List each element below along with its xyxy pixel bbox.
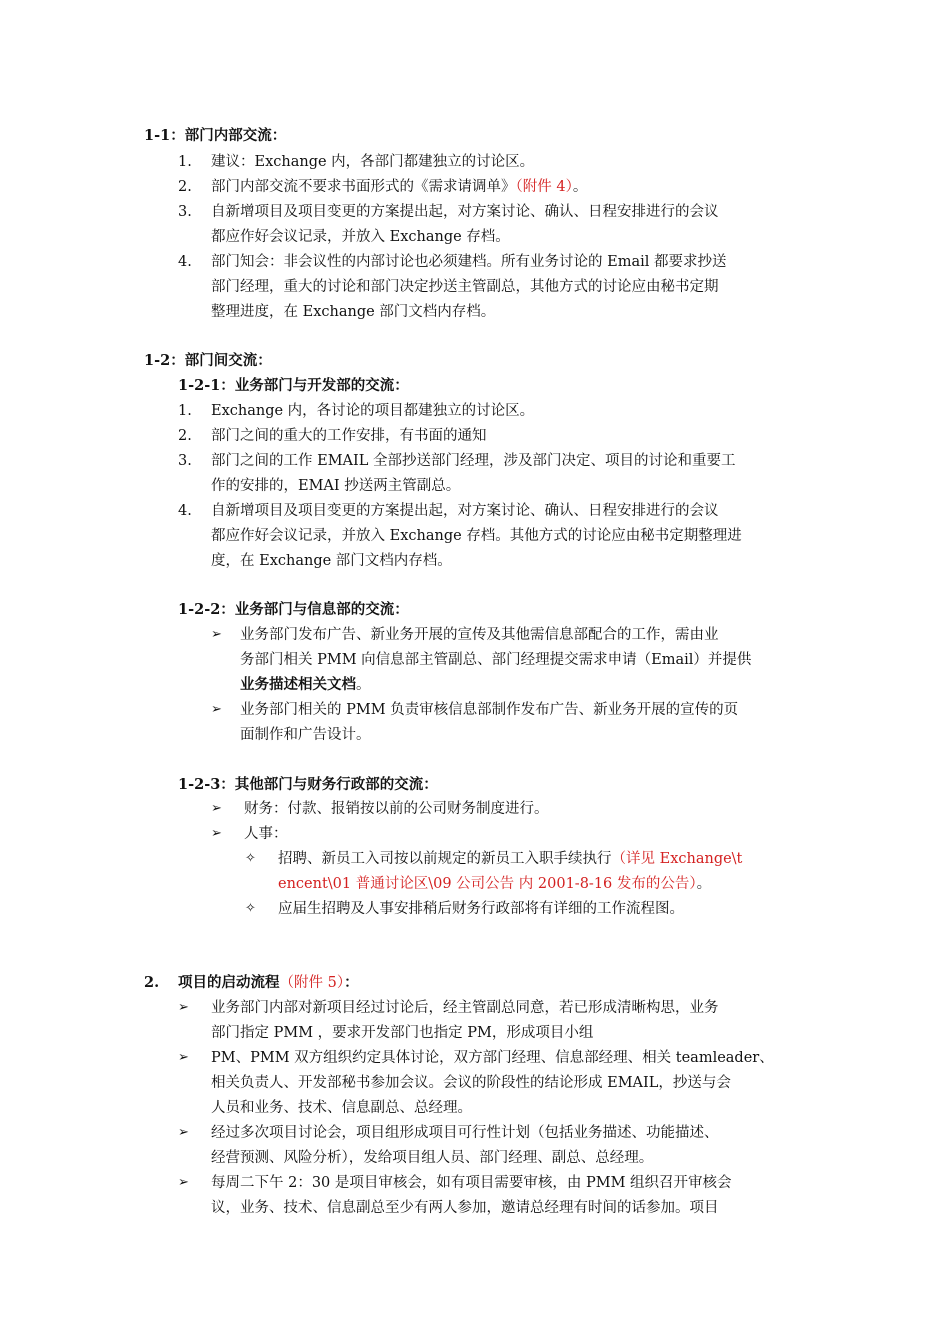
list-item-text: 部门之间的工作 EMAIL 全部抄送部门经理，涉及部门决定、项目的讨论和重要工	[211, 453, 736, 469]
diamond-bullet-icon: ✧	[245, 851, 256, 866]
exchange-path-reference: encent\01 普通讨论区\09 公司公告 内 2001-8-16 发布的公告）	[278, 876, 697, 892]
list-item-text: 都应作好会议记录，并放入 Exchange 存档。其他方式的讨论应由秘书定期整理进	[211, 528, 742, 544]
bullet-text: 经过多次项目讨论会，项目组形成项目可行性计划（包括业务描述、功能描述、	[211, 1125, 719, 1141]
subsection-heading-1-2-1: 1-2-1：业务部门与开发部的交流：	[178, 377, 409, 394]
bullet-text: 人事：	[244, 826, 288, 842]
arrow-bullet-icon: ➢	[211, 702, 222, 717]
bullet-text: PM、PMM 双方组织约定具体讨论，双方部门经理、信息部经理、相关 teamleader、	[211, 1050, 774, 1066]
bullet-text: 部门指定 PMM ，要求开发部门也指定 PM，形成项目小组	[211, 1025, 594, 1041]
list-item-text: 部门内部交流不要求书面形式的《需求请调单》（附件 4）。	[211, 179, 588, 195]
arrow-bullet-icon: ➢	[178, 1050, 189, 1065]
arrow-bullet-icon: ➢	[178, 1175, 189, 1190]
bullet-text: 业务部门发布广告、新业务开展的宣传及其他需信息部配合的工作，需由业	[240, 627, 719, 643]
exchange-path-reference: （详见 Exchange\t	[611, 851, 743, 867]
list-item-text: 自新增项目及项目变更的方案提出起，对方案讨论、确认、日程安排进行的会议	[211, 503, 719, 519]
bullet-text: 每周二下午 2：30 是项目审核会，如有项目需要审核，由 PMM 组织召开审核会	[211, 1175, 732, 1191]
bullet-text: 面制作和广告设计。	[240, 727, 371, 743]
bullet-text: 经营预测、风险分析），发给项目组人员、部门经理、副总、总经理。	[211, 1150, 654, 1166]
subsection-heading-1-2-3: 1-2-3：其他部门与财务行政部的交流：	[178, 776, 438, 793]
list-item-text: 自新增项目及项目变更的方案提出起，对方案讨论、确认、日程安排进行的会议	[211, 204, 719, 220]
list-number: 4.	[178, 503, 192, 519]
list-item-text: Exchange 内，各讨论的项目都建独立的讨论区。	[211, 403, 535, 419]
list-item-text: 建议：Exchange 内，各部门都建独立的讨论区。	[211, 154, 535, 170]
section-heading-1-2: 1-2：部门间交流：	[144, 352, 272, 369]
attachment-reference: （附件 4）	[515, 179, 573, 195]
section-number: 2.	[144, 974, 160, 991]
bullet-text: 人员和业务、技术、信息副总、总经理。	[211, 1100, 472, 1116]
list-item-text: 部门之间的重大的工作安排，有书面的通知	[211, 428, 487, 444]
sub-bullet-text: 招聘、新员工入司按以前规定的新员工入职手续执行（详见 Exchange\t	[278, 851, 743, 867]
list-number: 2.	[178, 179, 192, 195]
sub-bullet-text: 应届生招聘及人事安排稍后财务行政部将有详细的工作流程图。	[278, 901, 684, 917]
attachment-reference: （附件 5）	[279, 975, 345, 991]
bullet-text: 业务部门相关的 PMM 负责审核信息部制作发布广告、新业务开展的宣传的页	[240, 702, 739, 718]
diamond-bullet-icon: ✧	[245, 901, 256, 916]
list-number: 1.	[178, 403, 192, 419]
bullet-text: 相关负责人、开发部秘书参加会议。会议的阶段性的结论形成 EMAIL，抄送与会	[211, 1075, 731, 1091]
bullet-text: 业务描述相关文档。	[240, 676, 371, 693]
arrow-bullet-icon: ➢	[178, 1125, 189, 1140]
list-number: 2.	[178, 428, 192, 444]
sub-bullet-text: encent\01 普通讨论区\09 公司公告 内 2001-8-16 发布的公告）。	[278, 876, 712, 892]
bullet-text: 业务部门内部对新项目经过讨论后，经主管副总同意，若已形成清晰构思，业务	[211, 1000, 719, 1016]
arrow-bullet-icon: ➢	[178, 1000, 189, 1015]
list-item-text: 作的安排的，EMAI 抄送两主管副总。	[211, 478, 461, 494]
list-number: 4.	[178, 254, 192, 270]
list-item-text: 度，在 Exchange 部门文档内存档。	[211, 553, 452, 569]
section-heading-2: 项目的启动流程（附件 5）：	[178, 974, 359, 991]
list-item-text: 部门经理，重大的讨论和部门决定抄送主管副总，其他方式的讨论应由秘书定期	[211, 279, 719, 295]
emphasis-text: 业务描述相关文档	[240, 676, 356, 693]
arrow-bullet-icon: ➢	[211, 801, 222, 816]
list-item-text: 都应作好会议记录，并放入 Exchange 存档。	[211, 229, 510, 245]
list-number: 1.	[178, 154, 192, 170]
arrow-bullet-icon: ➢	[211, 826, 222, 841]
subsection-heading-1-2-2: 1-2-2：业务部门与信息部的交流：	[178, 601, 409, 618]
list-item-text: 整理进度，在 Exchange 部门文档内存档。	[211, 304, 496, 320]
section-heading-1-1: 1-1：部门内部交流：	[144, 127, 287, 144]
bullet-text: 务部门相关 PMM 向信息部主管副总、部门经理提交需求申请（Email）并提供	[240, 652, 752, 668]
list-number: 3.	[178, 453, 192, 469]
list-number: 3.	[178, 204, 192, 220]
bullet-text: 议，业务、技术、信息副总至少有两人参加，邀请总经理有时间的话参加。项目	[211, 1200, 719, 1216]
bullet-text: 财务：付款、报销按以前的公司财务制度进行。	[244, 801, 549, 817]
arrow-bullet-icon: ➢	[211, 627, 222, 642]
list-item-text: 部门知会：非会议性的内部讨论也必须建档。所有业务讨论的 Email 都要求抄送	[211, 254, 727, 270]
